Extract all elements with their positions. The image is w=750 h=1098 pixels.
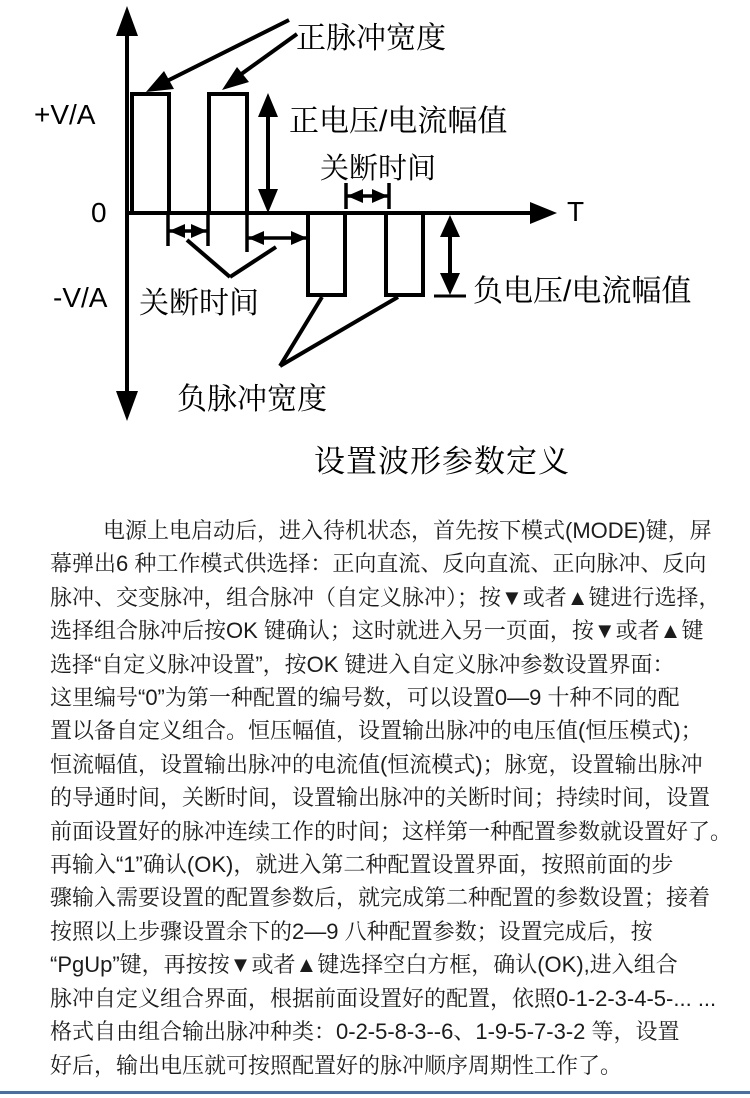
h-axis-right-arrowhead	[530, 202, 557, 224]
body-line: 恒流幅值，设置输出脉冲的电流值(恒流模式)；脉宽，设置输出脉冲	[50, 751, 703, 777]
bottom-divider-rule	[0, 1091, 750, 1094]
body-line: 这里编号“0”为第一种配置的编号数，可以设置0—9 十种不同的配	[50, 685, 680, 711]
body-line: 电源上电启动后，进入待机状态，首先按下模式(MODE)键，屏	[103, 518, 712, 543]
body-line: 再输入“1”确认(OK)，就进入第二种配置设置界面，按照前面的步	[50, 852, 674, 878]
diagram-caption: 设置波形参数定义	[314, 444, 570, 479]
body-line: 选择“自定义脉冲设置”，按OK 键进入自定义脉冲参数设置界面：	[50, 651, 675, 677]
body-line: 格式自由组合输出脉冲种类：0-2-5-8-3--6、1-9-5-7-3-2 等，设置	[50, 1019, 680, 1045]
label-positive-pulse-width: 正脉冲宽度	[296, 22, 446, 55]
label-negative-amplitude: 负电压/电流幅值	[473, 275, 692, 308]
body-line: 按照以上步骤设置余下的2—9 八种配置参数；设置完成后，按	[50, 918, 653, 944]
waveform-diagram	[0, 0, 750, 480]
negative-pulse-2	[386, 213, 423, 295]
label-y-axis-negative: -V/A	[53, 282, 108, 313]
neg-width-leader-2	[280, 297, 398, 366]
label-x-axis: T	[567, 196, 585, 227]
body-line: 选择组合脉冲后按OK 键确认；这时就进入另一页面，按▼或者▲键	[50, 618, 704, 644]
body-line: 脉冲、交变脉冲，组合脉冲（自定义脉冲）；按▼或者▲键进行选择，	[50, 584, 721, 610]
body-line: “PgUp”键，再按按▼或者▲键选择空白方框，确认(OK),进入组合	[50, 952, 678, 978]
label-origin: 0	[91, 197, 107, 228]
label-positive-amplitude: 正电压/电流幅值	[289, 105, 508, 138]
body-line: 好后，输出电压就可按照配置好的脉冲顺序周期性工作了。	[50, 1052, 623, 1078]
pos-width-arrowhead-1	[146, 71, 174, 92]
body-paragraph	[50, 514, 733, 1082]
label-y-axis-positive: +V/A	[34, 99, 96, 130]
body-line: 置以备自定义组合。恒压幅值，设置输出脉冲的电压值(恒压模式)；	[50, 718, 703, 744]
v-axis-up-arrowhead	[116, 6, 138, 36]
body-line: 骤输入需要设置的配置参数后，就完成第二种配置的参数设置；接着	[50, 885, 711, 911]
label-off-time-lower: 关断时间	[139, 287, 259, 320]
v-axis-down-arrowhead	[116, 391, 138, 421]
negative-pulse-1	[308, 213, 345, 295]
body-line: 脉冲自定义组合界面，根据前面设置好的配置，依照0-1-2-3-4-5-... ...	[50, 985, 717, 1011]
label-off-time-upper: 关断时间	[320, 153, 437, 185]
body-line: 的导通时间，关断时间，设置输出脉冲的关断时间；持续时间，设置	[50, 785, 711, 811]
off-time-lower-leader-2	[230, 247, 276, 277]
positive-pulse-1	[132, 94, 169, 213]
label-negative-pulse-width: 负脉冲宽度	[177, 383, 327, 416]
body-line: 前面设置好的脉冲连续工作的时间；这样第一种配置参数就设置好了。	[50, 818, 733, 844]
positive-pulse-2	[209, 94, 247, 213]
body-line: 幕弹出6 种工作模式供选择：正向直流、反向直流、正向脉冲、反向	[50, 551, 707, 577]
